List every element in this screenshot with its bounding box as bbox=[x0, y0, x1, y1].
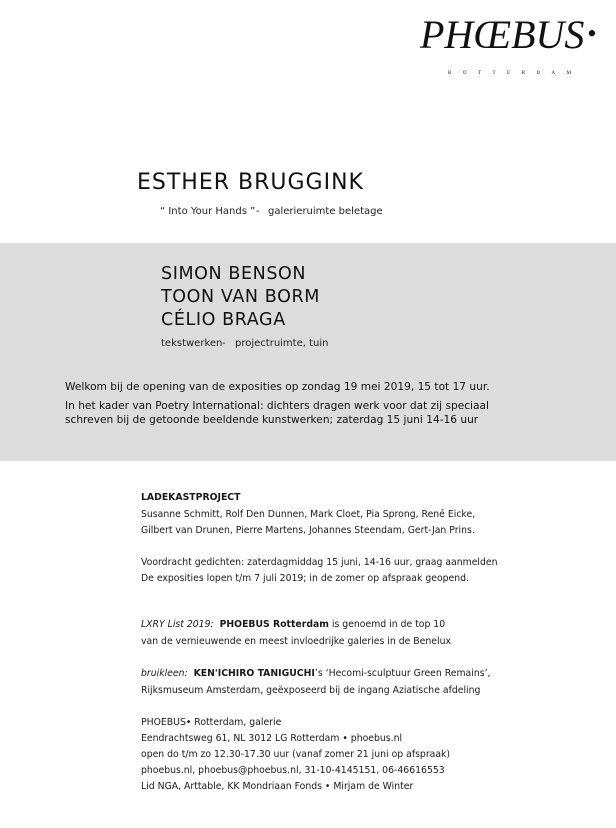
lxry-line-2: van de vernieuwende en meest invloedrijke galeries in de Benelux bbox=[141, 636, 451, 647]
contact-address: Eendrachtsweg 61, NL 3012 LG Rotterdam • phoebus.nl bbox=[141, 733, 403, 744]
grey-band bbox=[0, 243, 616, 461]
ladekast-line-2: Gilbert van Drunen, Pierre Martens, Johannes Steendam, Gert-Jan Prins. bbox=[141, 525, 475, 536]
exhibition-2-location: projectruimte, tuin bbox=[235, 338, 329, 349]
contact-opening-hours: open do t/m zo 12.30-17.30 uur (vanaf zomer 21 juni op afspraak) bbox=[141, 749, 451, 760]
artist-simon-benson: SIMON BENSON bbox=[161, 264, 307, 284]
voordracht-line-2: De exposities lopen t/m 7 juli 2019; in de zomer op afspraak geopend. bbox=[141, 573, 470, 584]
welcome-line-3: schreven bij de getoonde beeldende kunstwerken; zaterdag 15 juni 14-16 uur bbox=[65, 414, 479, 426]
exhibition-1-location: galerieruimte beletage bbox=[268, 206, 383, 217]
contact-details: phoebus.nl, phoebus@phoebus.nl, 31-10-4145151, 06-46616553 bbox=[141, 765, 445, 776]
lxry-gallery-name: PHOEBUS Rotterdam bbox=[219, 619, 329, 630]
phoebus-logo bbox=[420, 10, 597, 59]
bruikleen-label: bruikleen: bbox=[141, 668, 188, 679]
bruikleen-artist: KEN'ICHIRO TANIGUCHI bbox=[193, 668, 315, 679]
exhibition-2-separator: - bbox=[222, 338, 226, 349]
bruikleen-line-1 bbox=[141, 668, 490, 679]
ladekast-line-1: Susanne Schmitt, Rolf Den Dunnen, Mark Cloet, Pia Sprong, René Eicke, bbox=[141, 509, 476, 520]
bruikleen-line-2: Rijksmuseum Amsterdam, geëxposeerd bij de ingang Aziatische afdeling bbox=[141, 685, 481, 696]
artist-esther-bruggink: ESTHER BRUGGINK bbox=[137, 170, 364, 195]
logo-dot: • bbox=[587, 19, 597, 48]
welcome-line-1: Welkom bij de opening van de exposities op zondag 19 mei 2019, 15 tot 17 uur. bbox=[65, 381, 490, 393]
ladekast-heading: LADEKASTPROJECT bbox=[141, 492, 241, 503]
exhibition-1-title: “ Into Your Hands ” bbox=[160, 206, 256, 217]
logo-wordmark: PHŒBUS bbox=[420, 12, 585, 57]
lxry-label: LXRY List 2019: bbox=[141, 619, 214, 630]
artist-toon-van-borm: TOON VAN BORM bbox=[161, 287, 320, 307]
exhibition-1-separator: - bbox=[256, 206, 260, 217]
voordracht-line-1: Voordracht gedichten: zaterdagmiddag 15 juni, 14-16 uur, graag aanmelden bbox=[141, 557, 498, 568]
logo-subtitle: ROTTERDAM bbox=[448, 71, 583, 76]
welcome-line-2: In het kader van Poetry International: dichters dragen werk voor dat zij speciaal bbox=[65, 400, 489, 412]
contact-membership: Lid NGA, Arttable, KK Mondriaan Fonds • Mirjam de Winter bbox=[141, 781, 414, 792]
artist-celio-braga: CÉLIO BRAGA bbox=[161, 310, 286, 330]
lxry-rest: is genoemd in de top 10 bbox=[328, 619, 446, 630]
bruikleen-rest: ’s ‘Hecomi-sculptuur Green Remains’, bbox=[314, 668, 491, 679]
exhibition-2-type: tekstwerken bbox=[161, 338, 223, 349]
contact-line-1: PHOEBUS• Rotterdam, galerie bbox=[141, 717, 282, 728]
lxry-line-1 bbox=[141, 619, 445, 630]
